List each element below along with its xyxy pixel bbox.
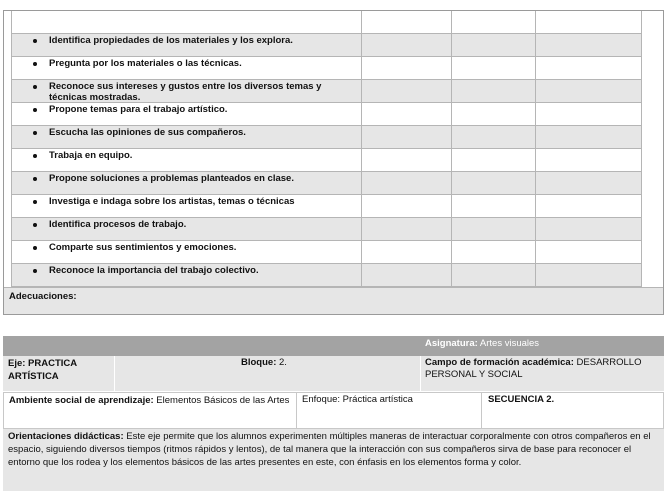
bullet-icon (33, 177, 37, 181)
asignatura: Asignatura: Artes visuales (425, 338, 540, 349)
secuencia: SECUENCIA 2. (488, 394, 555, 405)
table-row (12, 218, 641, 241)
bullet-icon (33, 200, 37, 204)
criteria-grid (11, 11, 642, 287)
criterion-text: Propone soluciones a problemas planteados en clase. (49, 173, 294, 184)
ambiente-social: Ambiente social de aprendizaje: Elementos Básicos de las Artes (9, 395, 290, 406)
criterion-text: Propone temas para el trabajo artístico. (49, 104, 228, 115)
eje-label: Eje: PRACTICA ARTÍSTICA (8, 358, 77, 382)
bullet-icon (33, 62, 37, 66)
planning-table (3, 336, 664, 491)
bullet-icon (33, 39, 37, 43)
criterion-text: Identifica propiedades de los materiales y los explora. (49, 35, 293, 46)
subject-header (3, 336, 664, 356)
table-row (12, 80, 641, 103)
bullet-icon (33, 131, 37, 135)
table-row (12, 103, 641, 126)
eje-row (3, 356, 664, 392)
table-row (12, 149, 641, 172)
criterion-text: Pregunta por los materiales o las técnicas. (49, 58, 242, 69)
table-row (12, 126, 641, 149)
bullet-icon (33, 223, 37, 227)
table-row (12, 241, 641, 264)
criterion-text: Reconoce la importancia del trabajo colectivo. (49, 265, 259, 276)
criterion-text: Investiga e indaga sobre los artistas, temas o técnicas (49, 196, 295, 207)
bullet-icon (33, 85, 37, 89)
bullet-icon (33, 108, 37, 112)
bloque: Bloque: 2. (241, 357, 287, 368)
criterion-text: Escucha las opiniones de sus compañeros. (49, 127, 246, 138)
bullet-icon (33, 246, 37, 250)
criterion-text: Reconoce sus intereses y gustos entre los diversos temas y técnicas mostradas. (49, 81, 322, 103)
ambiente-row (3, 392, 664, 429)
evaluation-table (3, 10, 664, 315)
table-row (12, 11, 641, 34)
adecuaciones-label: Adecuaciones: (9, 291, 77, 302)
campo-formacion: Campo de formación académica: DESARROLLO PERSONAL Y SOCIAL (425, 357, 642, 380)
table-row (12, 34, 641, 57)
orientaciones-didacticas: Orientaciones didácticas: Este eje permite que los alumnos experimenten múltiples maneras de interactuar corporalmente con otros compañeros en el espacio, siguiendo diversos tiempos (ritmos rápidos y lentos), de tal manera que la interacción con sus compañeros sirva de base para reconocer el entorno que los rodea y los elementos básicos de las artes presentes en este, con énfasis en los elementos forma y color. (8, 431, 651, 468)
adecuaciones-row (4, 287, 663, 314)
table-row (12, 172, 641, 195)
enfoque: Enfoque: Práctica artística (302, 394, 413, 405)
criterion-text: Identifica procesos de trabajo. (49, 219, 187, 230)
criterion-text: Comparte sus sentimientos y emociones. (49, 242, 237, 253)
table-row (12, 264, 641, 287)
bullet-icon (33, 154, 37, 158)
orientaciones-row (3, 429, 664, 491)
table-row (12, 57, 641, 80)
bullet-icon (33, 269, 37, 273)
criterion-text: Trabaja en equipo. (49, 150, 133, 161)
table-row (12, 195, 641, 218)
